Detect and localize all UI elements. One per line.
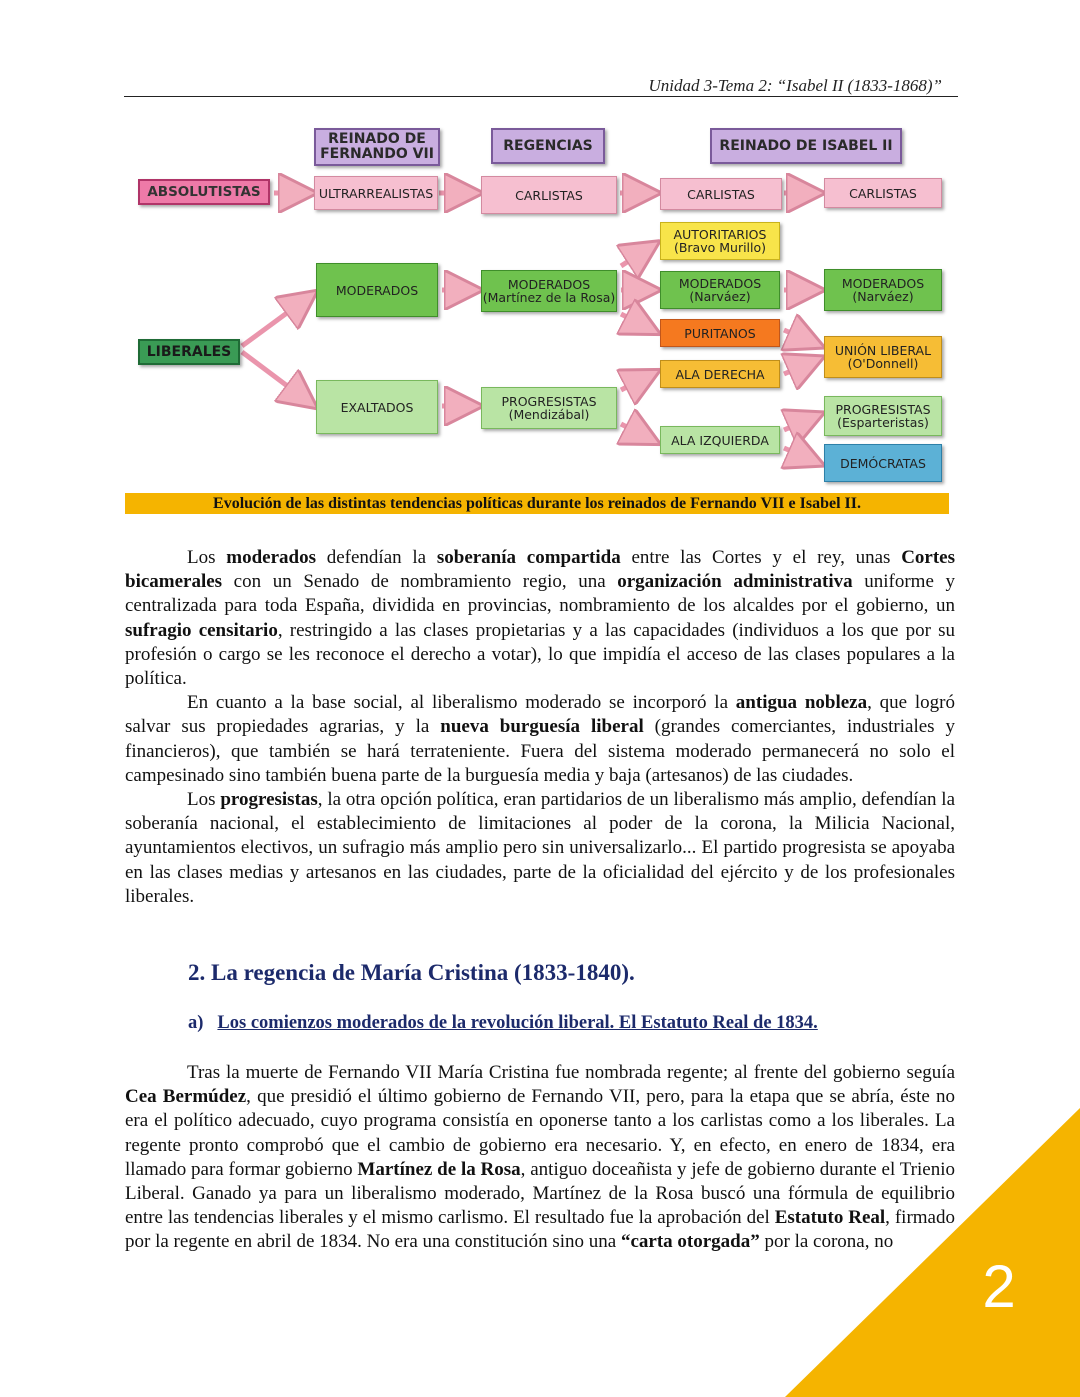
node-liberales: LIBERALES	[138, 339, 240, 365]
section-heading: 2. La regencia de María Cristina (1833-1840).	[188, 960, 635, 985]
node-ala-izquierda: ALA IZQUIERDA	[660, 426, 780, 454]
node-carlistas-isabel: CARLISTAS	[660, 178, 782, 210]
header-title: Unidad 3-Tema 2: “Isabel II (1833-1868)”	[648, 76, 942, 95]
paragraph-moderados: Los moderados defendían la soberanía compartida entre las Cortes y el rey, unas Cortes bicamerales con un Senado de nombramiento regio, una organización administrativa uniforme y centralizada para toda España, dividida en provincias, nombramiento de los alcaldes por el gobierno, un sufragio censitario, restringido a las clases propietarias y a las capacidades (individuos a los que por su profesión o cargo se les reconoce el derecho a votar), lo que impidía el acceso de las clases populares a la política.	[125, 547, 956, 690]
node-ultrarrealistas: ULTRARREALISTAS	[314, 176, 438, 210]
period-isabel-ii: REINADO DE ISABEL II	[710, 128, 902, 164]
node-moderados-martinez-rosa: MODERADOS (Martínez de la Rosa)	[481, 270, 617, 312]
node-democratas: DEMÓCRATAS	[824, 444, 942, 482]
node-puritanos: PURITANOS	[660, 319, 780, 347]
subsection-title: Los comienzos moderados de la revolución liberal. El Estatuto Real de 1834.	[217, 1013, 818, 1033]
node-moderados: MODERADOS	[316, 263, 438, 317]
node-exaltados: EXALTADOS	[316, 380, 438, 434]
period-regencias: REGENCIAS	[491, 128, 605, 164]
node-union-liberal: UNIÓN LIBERAL (O'Donnell)	[824, 336, 942, 378]
subsection-label: a)	[188, 1013, 204, 1033]
node-moderados-narvaez-1: MODERADOS (Narváez)	[660, 271, 780, 309]
figure-caption: Evolución de las distintas tendencias políticas durante los reinados de Fernando VII e Isabel II.	[125, 493, 949, 514]
node-progresistas-esparteristas: PROGRESISTAS (Esparteristas)	[824, 396, 942, 436]
page-number: 2	[982, 1253, 1016, 1320]
node-autoritarios: AUTORITARIOS (Bravo Murillo)	[660, 222, 780, 260]
node-carlistas-regencias: CARLISTAS	[481, 176, 617, 214]
period-fernando-vii: REINADO DE FERNANDO VII	[314, 128, 440, 166]
node-carlistas-final: CARLISTAS	[824, 178, 942, 208]
node-ala-derecha: ALA DERECHA	[660, 360, 780, 388]
paragraph-progresistas: Los progresistas, la otra opción política, eran partidarios de un liberalismo más amplio, defendían la soberanía nacional, el establecimiento de limitaciones al poder de la corona, la Milicia Nacional, ayuntamientos electivos, un sufragio más amplio pero sin universalizarlo... El partido progresista se apoyaba en las clases medias y artesanos en las ciudades, parte de la oficialidad del ejército y de los profesionales liberales.	[125, 789, 956, 907]
paragraph-base-social: En cuanto a la base social, al liberalismo moderado se incorporó la antigua nobleza, que logró salvar sus propiedades agrarias, y la nueva burguesía liberal (grandes comerciantes, industriales y financieros), que también se hará terrateniente. Fuera del sistema moderado permanecerá no solo el campesinado sino también buena parte de la burguesía media y baja (artesanos) de las ciudades.	[125, 692, 956, 786]
node-progresistas-mendizabal: PROGRESISTAS (Mendizábal)	[481, 387, 617, 429]
node-absolutistas: ABSOLUTISTAS	[138, 179, 270, 205]
paragraph-regencia: Tras la muerte de Fernando VII María Cristina fue nombrada regente; al frente del gobierno seguía Cea Bermúdez, que presidió el último gobierno de Fernando VII, pero, para la etapa que se abría, éste no era el político adecuado, cuyo programa consistía en oponerse tanto a los carlistas como a los liberales. La regente pronto comprobó que el cambio de gobierno era necesario. Y, en efecto, en enero de 1834, era llamado para formar gobierno Martínez de la Rosa, antiguo doceañista y jefe de gobierno durante el Trienio Liberal. Ganado ya para un liberalismo moderado, Martínez de la Rosa buscó una fórmula de equilibrio entre las tendencias liberales y el mismo carlismo. El resultado fue la aprobación del Estatuto Real, firmado por la regente en abril de 1834. No era una constitución sino una “carta otorgada” por la corona, no	[125, 1062, 955, 1253]
node-moderados-narvaez-2: MODERADOS (Narváez)	[824, 269, 942, 311]
